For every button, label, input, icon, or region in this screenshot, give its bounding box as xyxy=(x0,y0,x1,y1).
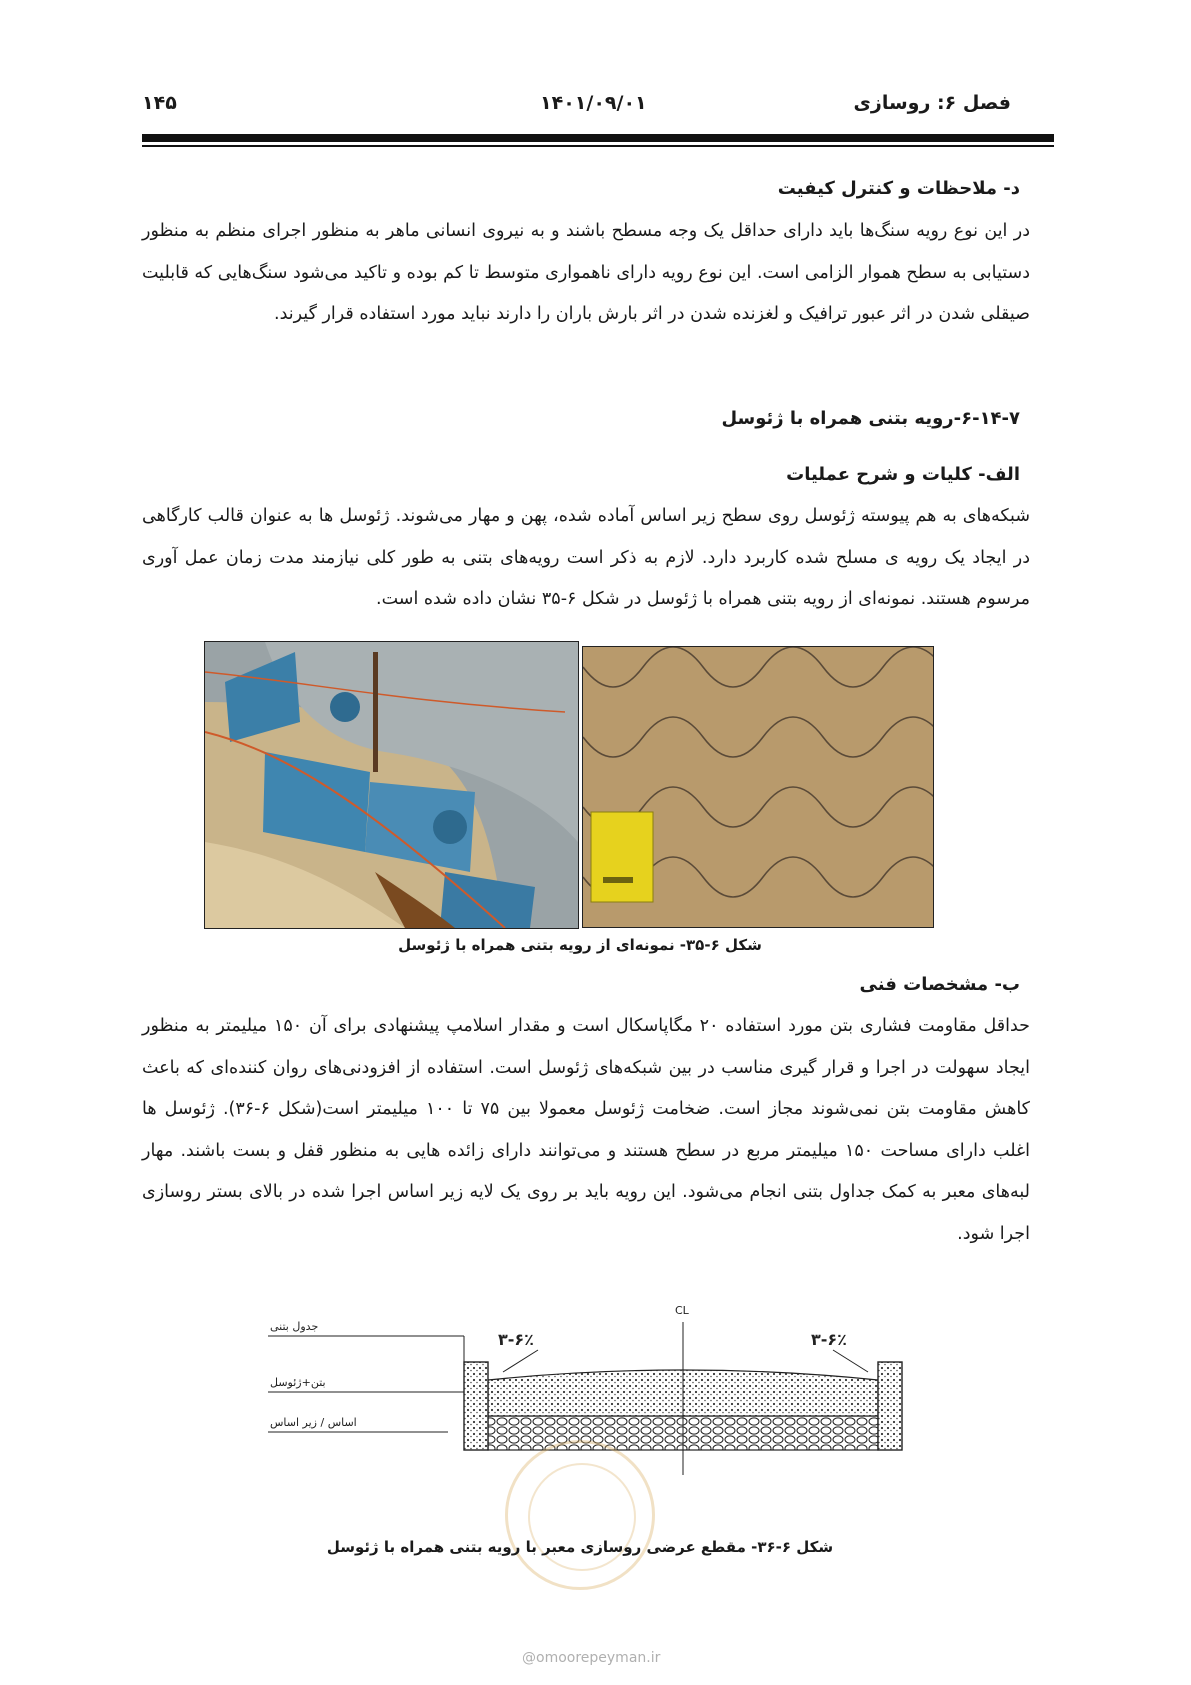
chapter-title: فصل ۶: روسازی xyxy=(853,92,1011,114)
label-curb: جدول بتنی xyxy=(270,1320,319,1333)
quality-heading: د- ملاحظات و کنترل کیفیت xyxy=(777,178,1020,199)
label-slope-left: ۳-۶٪ xyxy=(498,1330,534,1349)
header-rule-thick xyxy=(142,134,1054,142)
header-date: ۱۴۰۱/۰۹/۰۱ xyxy=(540,92,647,114)
page-number: ۱۴۵ xyxy=(142,92,177,114)
figure-35-caption: شکل ۶-۳۵- نمونه‌ای از رویه بتنی همراه با ژئوسل xyxy=(398,936,762,954)
label-concrete-geocell: بتن+ژئوسل xyxy=(270,1376,326,1389)
section-heading: ۶-۱۴-۷-رویه بتنی همراه با ژئوسل xyxy=(721,408,1020,429)
geocell-pattern-image xyxy=(583,647,933,927)
spec-heading: ب- مشخصات فنی xyxy=(859,974,1020,995)
header-rule-thin xyxy=(142,145,1054,147)
general-paragraph: شبکه‌های به هم پیوسته ژئوسل روی سطح زیر اساس آماده شده، پهن و مهار می‌شوند. ژئوسل ها به عنوان قالب کارگاهی در ایجاد یک رویه ی مسلح شده کاربرد دارد. لازم به ذکر است رویه‌های بتنی به طور کلی نیازمند مدت زمان عمل آوری مرسوم هستند. نمونه‌ای از رویه بتنی همراه با ژئوسل در شکل ۶-۳۵ نشان داده شده است. xyxy=(142,506,1030,609)
figure-36-caption: شکل ۶-۳۶- مقطع عرضی روسازی معبر با رویه بتنی همراه با ژئوسل xyxy=(326,1538,834,1556)
geocell-construction-image xyxy=(205,642,578,928)
quality-paragraph: در این نوع رویه سنگ‌ها باید دارای حداقل یک وجه مسطح باشند و به نیروی انسانی ماهر به منظور اجرای منظم به منظور دستیابی به سطح هموار الزامی است. این نوع رویه دارای ناهمواری متوسط تا کم بوده و تاکید می‌شود سنگ‌هایی که قابلیت صیقلی شدن در اثر عبور ترافیک و لغزنده شدن در اثر بارش باران را دارند نباید مورد استفاده قرار گیرند. xyxy=(142,221,1030,324)
label-base-subbase: اساس / زیر اساس xyxy=(270,1416,357,1429)
label-centerline: CL xyxy=(675,1304,689,1317)
watermark-seal xyxy=(505,1440,655,1590)
geocell-photo-left xyxy=(204,641,579,929)
geocell-photo-right xyxy=(582,646,934,928)
spec-paragraph: حداقل مقاومت فشاری بتن مورد استفاده ۲۰ مگاپاسکال است و مقدار اسلامپ پیشنهادی برای آن ۱۵۰ میلیمتر به منظور ایجاد سهولت در اجرا و قرار گیری مناسب در بین شبکه‌های ژئوسل است. استفاده از افزودنی‌های روان کننده‌ای که باعث کاهش مقاومت بتن نمی‌شوند مجاز است. ضخامت ژئوسل معمولا بین ۷۵ تا ۱۰۰ میلیمتر است(شکل ۶-۳۶). ژئوسل ها اغلب دارای مساحت ۱۵۰ میلیمتر مربع در سطح هستند و می‌توانند دارای زائده هایی به منظور قفل و بست باشند. مهار لبه‌های معبر به کمک جداول بتنی انجام می‌شود. این رویه باید بر روی یک لایه زیر اساس اجرا شده در بالای بستر روسازی اجرا شود. xyxy=(142,1016,1031,1244)
watermark-url: @omoorepeyman.ir xyxy=(522,1650,661,1666)
general-heading: الف- کلیات و شرح عملیات xyxy=(786,464,1020,485)
label-slope-right: ۳-۶٪ xyxy=(811,1330,847,1349)
